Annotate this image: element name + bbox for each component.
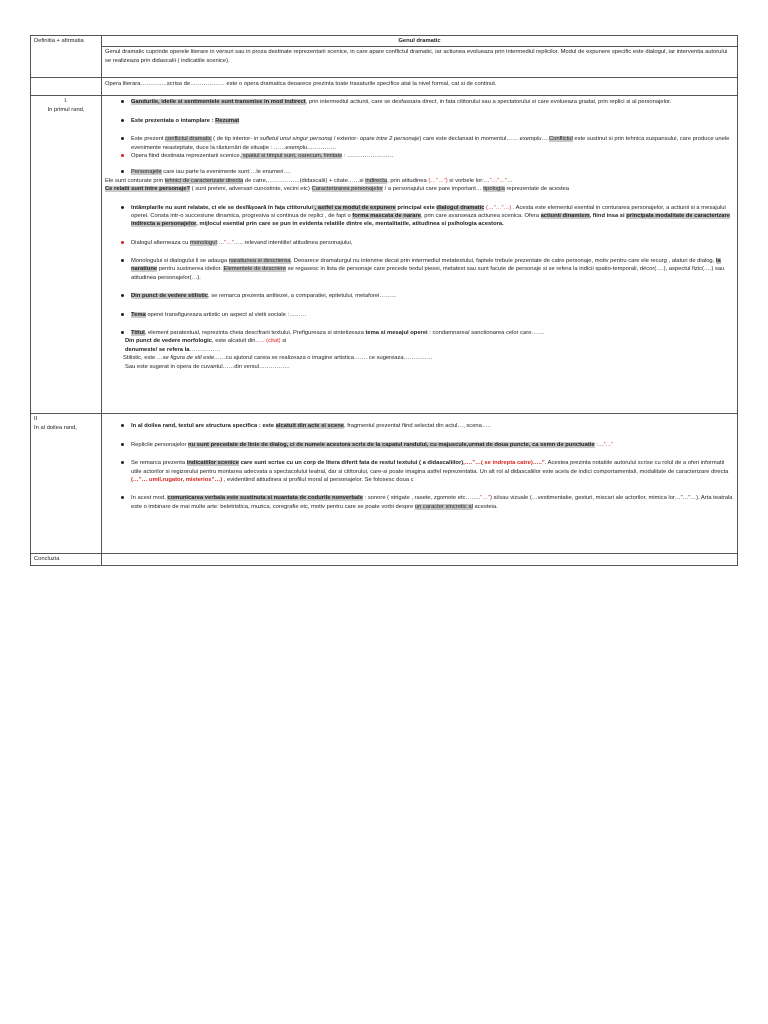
characters-paragraph: Ele sunt conturate prin tehnici de caracterizate directa de catre,……………..(didascalii) + citate……si indirecta, prin atitudinea (…”…”) si vorbele lor:…”…”…”… Ce relatii sunt intre personaje? ( sunt preteni, adversari cunostinte, vecini etc) Caracterizarea personajelor / a personajului care pare important… tipologia reprezentate de acestea xyxy=(105,177,570,193)
section-2-content xyxy=(102,414,738,554)
document-table xyxy=(30,35,738,566)
definition-cell xyxy=(102,47,738,78)
section-2-label: In al doilea rand, xyxy=(34,424,77,431)
section-1-number: I. xyxy=(64,98,68,105)
genre-title: Genul dramatic xyxy=(102,36,738,47)
list-item: Este prezent conflictul dramatic ( de tip interior- in sufletul unui singur personaj / exterior- opare intre 2 personaje) care este declansat in momentul…… exemplu….Conflictul este sustinut si prin tehnica suspansului, care produce unele evenimente neasteptate, duce la răsturnări de situaţie : ……exemplu…………… xyxy=(105,135,734,152)
list-item: Intâmplarile nu sunt relatate, ci ele se desfăşoară în faţa cititorului , astfel ca modul de expunere principal este dialogul dramatic (…”…”…) . Acesta este elementul esential in conturarea personajelor, a actiunii si a mesajului operei. Consta intr-o succesiune dinamica, progresiva si continua de replici , de fapt o forma mascata de narare, prin care avanseaza actiunea scenica. Ofera actiunii dinamism, fiind insa si principala modalitate de caracterizare indirecta a personajelor, mijlocul esential prin care se pun in evidenta relatiile dintre ele, mentalitatile, atitudinea si psihologia acestora. xyxy=(105,204,734,229)
list-item: Titlul, element paratextual, reprezinta cheia descifrarii textului. Prefigureaza si sintetizeaza tema si mesajul operei : condamnarea/ sanctionarea celor care……. xyxy=(105,329,734,337)
title-details: Din punct de vedere morfologic, este alcatuit din….. (citat) si denumeste/ se refera la……………. Stilistic, este …se figura de stil este……cu ajutorul careia se realizeaza o imagine artistica……. ce sugereaza…………… Sau este sugerat in opera de cuvantul……din versul……………. xyxy=(123,338,433,370)
list-item: Replicile personajelor nu sunt precedate de linie de dialog, ci de numele acestora scris de la capatul randului, cu majuscule,urmat de doua puncte, ca semn de punctuatie :…”…” xyxy=(105,441,734,449)
section-2-label-cell xyxy=(31,414,102,554)
list-item: In acest mod, comunicarea verbala este sustinuta si nuantata de codurile nonverbale : sonore ( strigate , rasete, zgomote etc……..”…”) si/sau vizuale (…vestimentatie, gesturi, miscari ale actorilor, mimica lor…”…”…). Arta teatrala este o imbinare de mai multe arte: beletristica, muzica, coregrafie etc, motiv pentru care se poate vorbi despre un caracter sincretic al acesteia. xyxy=(105,494,734,511)
definition-text: Genul dramatic cuprinde operele literare in versuri sau in proza destinate reprezentarii scenice, in care apare conflictul dramatic, iar actiunea evolueaza prin intermediul replicilor. Modul de expunere specific este dialogul, iar interventia autorului se realizeaza prin didascalii ( indicatiile scenice). xyxy=(105,49,728,64)
section-1-label-cell xyxy=(31,96,102,414)
affirmation-text: Opera literara…………..scrisa de……………… este o opera dramatica deoarece prezinta toate trasaturile specifice atat la nivel formal, cat si de continut. xyxy=(105,81,497,88)
definition-row xyxy=(31,47,738,78)
section-1-list xyxy=(105,98,734,176)
definition-label: Definitia + afirmatia xyxy=(34,38,84,44)
list-item: Din punct de vedere stilistic, se remarca prezenta antitezei, a comparatiei, epitetului, metaforei……… xyxy=(105,292,734,300)
list-item: In al doilea rand, textul are structura specifica : este alcatuit din acte si scene, fragmentul prezentat fiind selectat din actul…, scena….. xyxy=(105,422,734,430)
section-2-row xyxy=(31,414,738,554)
list-item: Gandurile, ideile si sentimentele sunt transmise in mod indirect, prin intermediul actiunii, care se desfasoara direct, in fata cititorului sau a spectatorului si care evolueaza gradat, prin replici si al personajelor. xyxy=(105,98,734,106)
list-item: Opera fiind destinata reprezentarii scenice, spatiul si timpul sunt, oarecum, limitate : …………………… xyxy=(105,152,734,160)
section-2-number: II xyxy=(34,416,38,423)
conclusion-label-cell xyxy=(31,554,102,566)
section-1-row xyxy=(31,96,738,414)
affirmation-cell xyxy=(102,78,738,96)
list-item: Personajele care iau parte la evenimente sunt:…le enumeri…. xyxy=(105,168,734,176)
conclusion-cell xyxy=(102,554,738,566)
list-item: Monologului si dialogului li se adauga naratiunea si descrierea. Deoarece dramaturgul nu intervine decat prin intermediul metatextului, faptele trebuie prezentate de catre personaje, motiv pentru care ele recurg , alaturi de dialog, la naratiune pentru sustinerea ideilor. Elementele de descriere se regasesc in lista de personaje care precede textul piesei, metatext sau sunt facute de personaje si se refera la indicii spatio-temporali, décor(….), aspectul fizic(….) sau atitudinea personajelor(…). xyxy=(105,257,734,282)
list-item: Dialogul alterneaza cu monologul:…”…”….. relevand intentiile/ atitudinea personajului, xyxy=(105,239,734,247)
conclusion-label: Concluzia xyxy=(34,556,60,563)
section-1-content xyxy=(102,96,738,414)
section-2-list xyxy=(105,422,734,511)
list-item: Tema operei transfigureaza artistic un aspect al vietii sociale :……… xyxy=(105,311,734,319)
conclusion-row xyxy=(31,554,738,566)
list-item: Este prezentata o intamplare : Rezumat xyxy=(105,117,734,125)
affirmation-row xyxy=(31,78,738,96)
list-item: Se remarca prezenta indicatiilor scenice care sunt scrise cu un corp de litera diferit fata de restul textului ( a didascaliilor),….”…( se indrepta catre)…..”. Acestea prezinta notatiile autorului scrise cu rolul de a oferi informatii utile actorilor si regizorului pentru montarea adecvata a spectacolului teatral, dar si cititorului, care-si poate imagina astfel reprezentatia. Un alt rol al didascaliilor este acela de indici comportamentali, modalitate de caracterizare directa (…”… umil,rugator, misterios”…) , evidentiind atitudinea si profilul moral al personajelor. Se folosesc doua c xyxy=(105,459,734,484)
header-row xyxy=(31,36,738,47)
affirmation-label-cell xyxy=(31,78,102,96)
definition-label-cell xyxy=(31,36,102,78)
section-1-label: In primul rand, xyxy=(47,106,85,113)
